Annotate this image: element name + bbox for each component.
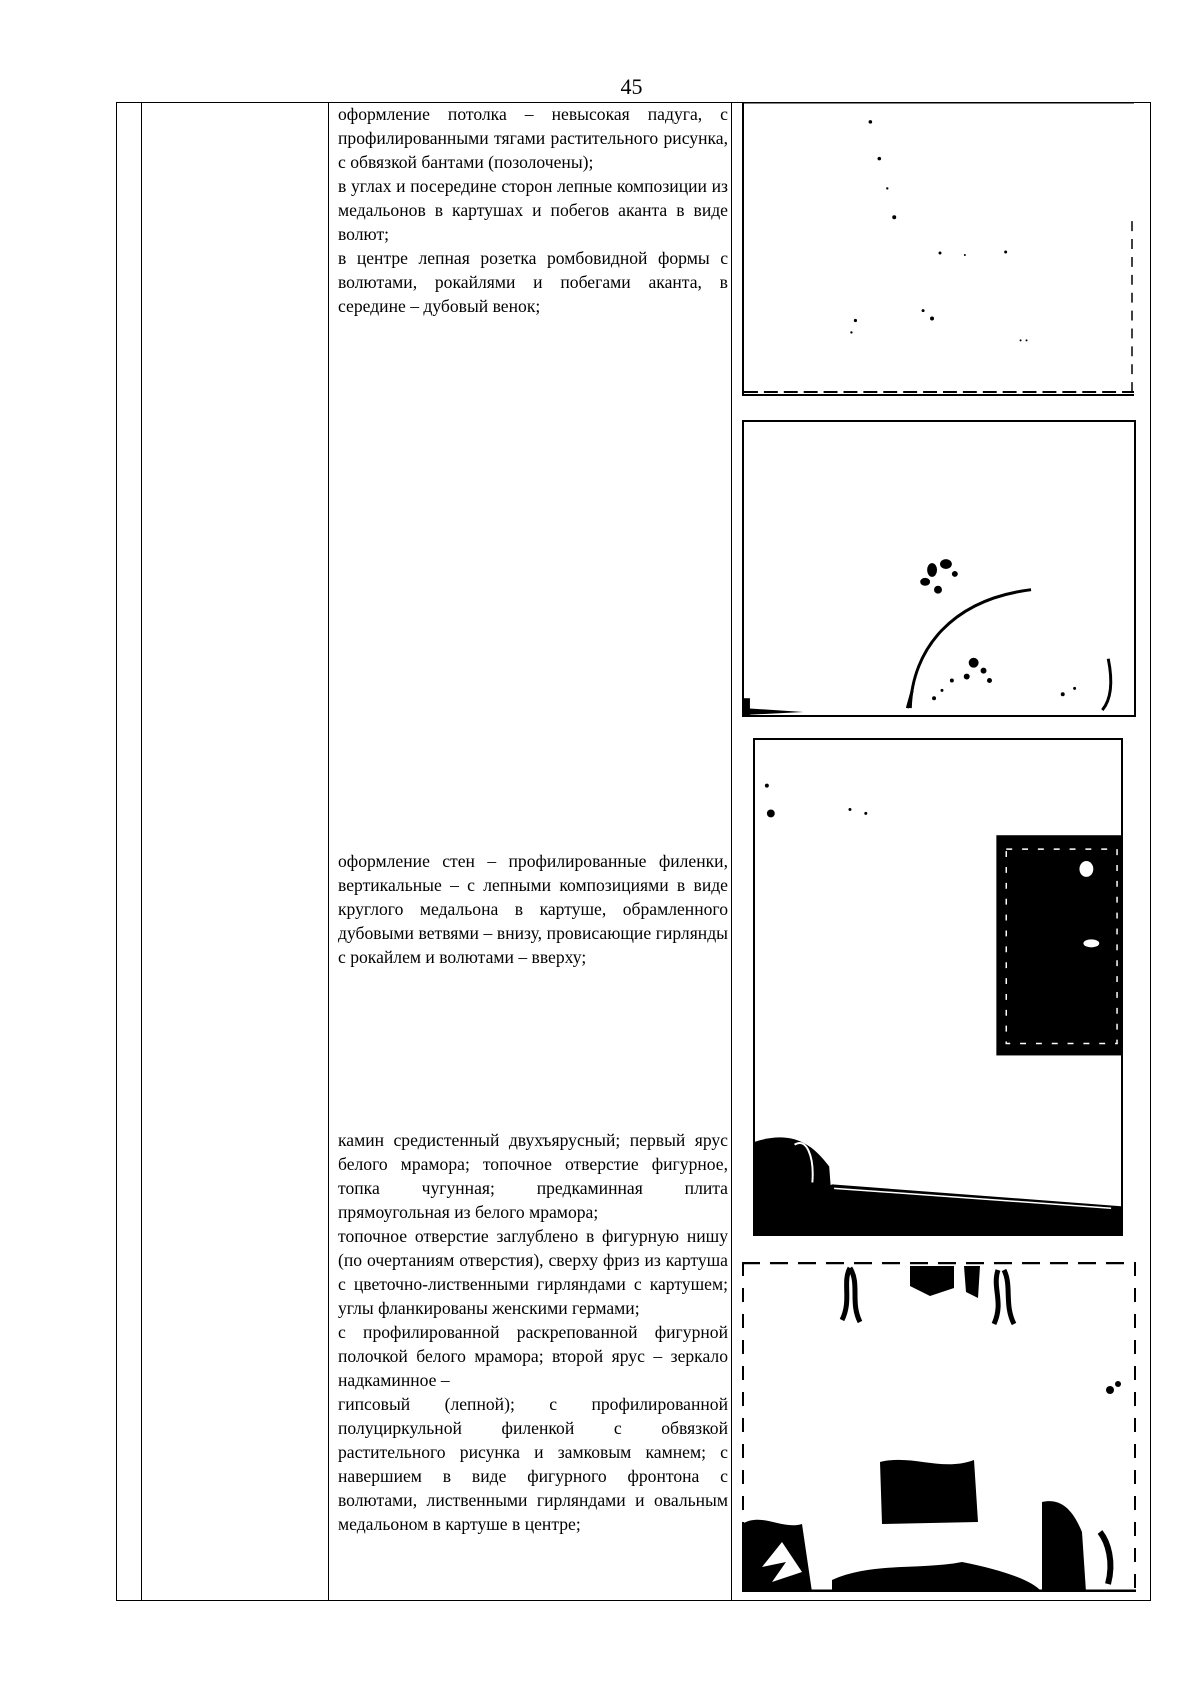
- ceiling-paragraph: в углах и посередине сторон лепные композиции из медальонов в картушах и побегов аканта в виде волют;: [338, 176, 728, 244]
- walls-paragraph: оформление стен – профилированные филенки, вертикальные – с лепными композициями в виде круглого медальона в картуше, обрамленного дубовыми ветвями – внизу, провисающие гирлянды с рокайлем и волютами – вверху;: [338, 851, 728, 967]
- column-divider-3: [731, 102, 732, 1601]
- fireplace-paragraph: камин средистенный двухъярусный; первый ярус белого мрамора; топочное отверстие фигурное, топка чугунная; предкаминная плита прямоугольная из белого мрамора;: [338, 1130, 728, 1222]
- ceiling-photo: [742, 102, 1134, 396]
- ceiling-description: [338, 102, 728, 318]
- ceiling-rosette-photo: [742, 420, 1136, 717]
- fireplace-paragraph: с профилированной раскрепованной фигурной полочкой белого мрамора; второй ярус – зеркало надкаминное –: [338, 1322, 728, 1390]
- column-divider-1: [141, 102, 142, 1601]
- fireplace-image: [742, 1262, 1136, 1592]
- ceiling-rosette-image: [744, 422, 1134, 715]
- fireplace-paragraph: гипсовый (лепной); с профилированной полуциркульной филенкой с обвязкой растительного рисунка и замковым камнем; с навершием в виде фигурного фронтона с волютами, лиственными гирляндами и овальным медальоном в картуше в центре;: [338, 1394, 728, 1534]
- ceiling-paragraph: оформление потолка – невысокая падуга, с профилированными тягами растительного рисунка, с обвязкой бантами (позолочены);: [338, 104, 728, 172]
- wall-panel-image: [755, 740, 1121, 1234]
- page-number: 45: [620, 74, 643, 99]
- fireplace-description: [338, 1128, 728, 1536]
- fireplace-photo: [742, 1262, 1136, 1592]
- fireplace-paragraph: топочное отверстие заглублено в фигурную нишу (по очертаниям отверстия), сверху фриз из картуша с цветочно-лиственными гирляндами с картушем; углы фланкированы женскими гермами;: [338, 1226, 728, 1318]
- ceiling-paragraph: в центре лепная розетка ромбовидной формы с волютами, рокайлями и побегами аканта, в середине – дубовый венок;: [338, 248, 728, 316]
- column-divider-2: [328, 102, 329, 1601]
- walls-description: [338, 849, 728, 969]
- wall-panel-photo: [753, 738, 1123, 1236]
- ceiling-photo-image: [744, 102, 1134, 394]
